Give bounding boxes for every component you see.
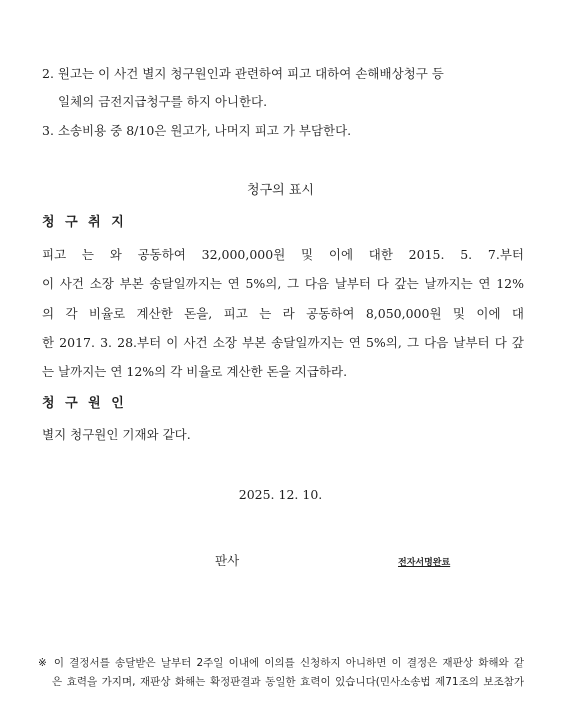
electronic-signature: 전자서명완료 [398,558,451,568]
purpose-heading: 청 구 취 지 [42,215,127,230]
item2-line2: 일체의 금전지급청구를 하지 아니한다. [58,94,268,109]
purpose-line-5: 는 날까지는 연 12%의 각 비율로 계산한 돈을 지급하라. [42,364,348,379]
purpose-line-3: 의 각 비율로 계산한 돈을, 피고 는 라 공동하여 8,050,000원 및 이에 대 [42,306,524,321]
notice-line-2: 은 효력을 가지며, 재판상 화해는 확정판결과 동일한 효력이 있습니다(민사소송법 제71조의 보조참가 [52,676,524,688]
judge-label: 판사 [215,553,240,568]
item2-line1: 2. 원고는 이 사건 별지 청구원인과 관련하여 피고 대하여 손해배상청구 등 [42,66,444,81]
cause-heading: 청 구 원 인 [42,396,127,411]
purpose-line-1: 피고 는 와 공동하여 32,000,000원 및 이에 대한 2015. 5. 7.부터 [42,247,524,262]
purpose-line-2: 이 사건 소장 부본 송달일까지는 연 5%의, 그 다음 날부터 다 갚는 날까지는 연 12% [42,276,524,291]
item3-line: 3. 소송비용 중 8/10은 원고가, 나머지 피고 가 부담한다. [42,123,352,138]
claim-section-title: 청구의 표시 [247,183,314,198]
decision-date: 2025. 12. 10. [238,487,323,502]
cause-text: 별지 청구원인 기재와 같다. [42,427,191,442]
notice-line-1: ※ 이 결정서를 송달받은 날부터 2주일 이내에 이의를 신청하지 아니하면 이 결정은 재판상 화해와 같 [38,657,524,669]
purpose-line-4: 한 2017. 3. 28.부터 이 사건 소장 부본 송달일까지는 연 5%의, 그 다음 날부터 다 갚 [42,335,524,350]
